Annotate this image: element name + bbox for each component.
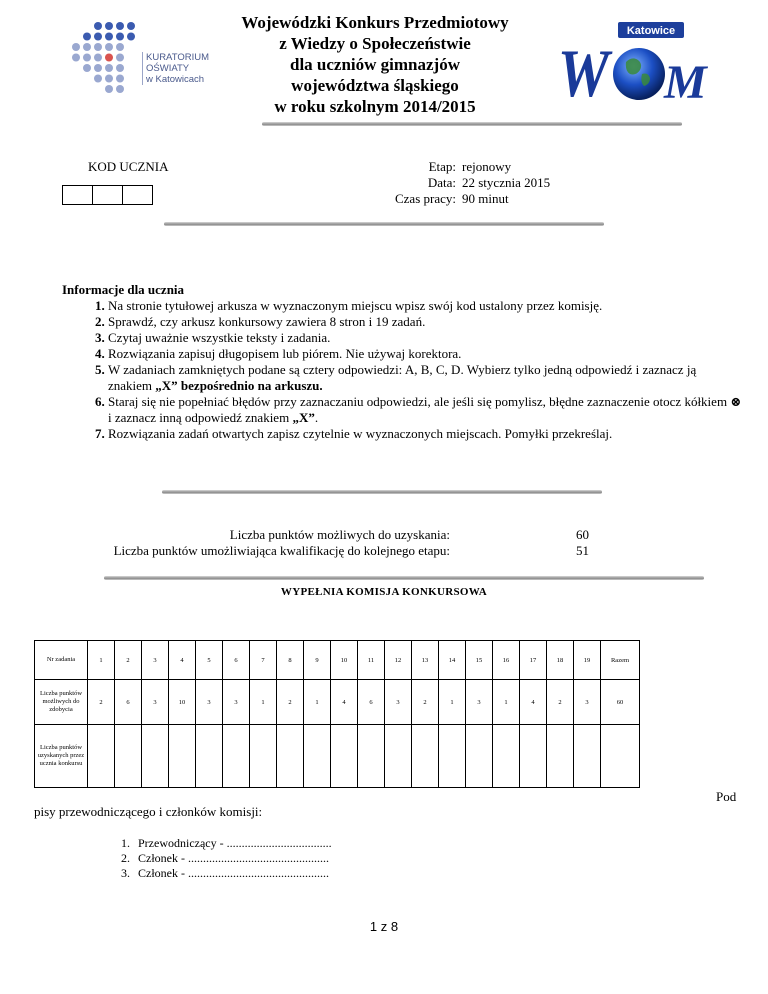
score-input-cell[interactable] — [196, 725, 223, 788]
student-code-box[interactable] — [122, 185, 153, 205]
task-number: 4 — [169, 641, 196, 680]
student-code-label: KOD UCZNIA — [88, 159, 169, 174]
score-input-cell[interactable] — [358, 725, 385, 788]
exam-row — [370, 159, 550, 175]
task-number: 17 — [520, 641, 547, 680]
exam-row-label: Data: — [427, 175, 456, 190]
circled-x-icon: ⊗ — [730, 394, 742, 409]
max-points-cell: 3 — [574, 680, 601, 725]
max-points-cell: 3 — [385, 680, 412, 725]
points-value: 51 — [576, 543, 589, 558]
task-number: 18 — [547, 641, 574, 680]
score-input-cell[interactable] — [547, 725, 574, 788]
instruction-item — [108, 362, 742, 394]
task-number: 16 — [493, 641, 520, 680]
exam-details — [370, 159, 550, 207]
page-number: 1 z 8 — [369, 919, 399, 934]
exam-row-value: 90 minut — [462, 191, 509, 206]
max-points-cell: 3 — [223, 680, 250, 725]
max-points-cell: 2 — [277, 680, 304, 725]
score-input-cell[interactable] — [223, 725, 250, 788]
max-points-cell: 3 — [466, 680, 493, 725]
score-input-cell[interactable] — [574, 725, 601, 788]
instruction-item: 7. Rozwiązania zadań otwartych zapisz czytelnie w wyznaczonych miejscach. Pomyłki przekreślaj. — [108, 426, 742, 442]
signature-line[interactable] — [108, 866, 332, 881]
document-title — [200, 12, 550, 117]
signatures-list — [108, 836, 332, 881]
score-input-cell[interactable] — [412, 725, 439, 788]
row-header: Nr zadania — [35, 641, 88, 680]
instruction-text: i zaznacz inną odpowiedź znakiem — [108, 410, 293, 425]
divider — [262, 122, 682, 126]
signatures-heading-start: Pod — [716, 789, 737, 804]
max-points-cell: 10 — [169, 680, 196, 725]
instruction-item: 4. Rozwiązania zapisuj długopisem lub piórem. Nie używaj korektora. — [108, 346, 742, 362]
row-header: Liczba punktów uzyskanych przez ucznia konkursu — [35, 725, 88, 788]
max-points-cell: 3 — [196, 680, 223, 725]
signature-text: Członek - ............................................... — [138, 866, 329, 880]
scores-table — [34, 640, 640, 788]
title-line: województwa śląskiego — [291, 76, 459, 95]
signature-line[interactable] — [108, 851, 332, 866]
max-points-cell: 6 — [358, 680, 385, 725]
wom-logo-icon — [556, 18, 707, 112]
committee-section-title: WYPEŁNIA KOMISJA KONKURSOWA — [280, 586, 488, 598]
instruction-emphasis: „X” — [292, 410, 315, 425]
score-input-cell[interactable] — [169, 725, 196, 788]
kuratorium-logo-text — [142, 52, 209, 85]
max-points-cell: 2 — [412, 680, 439, 725]
task-number: 5 — [196, 641, 223, 680]
student-code-box[interactable] — [62, 185, 93, 205]
title-line: w roku szkolnym 2014/2015 — [274, 97, 476, 116]
task-number: 6 — [223, 641, 250, 680]
task-number: 10 — [331, 641, 358, 680]
logo-line: OŚWIATY — [146, 63, 190, 74]
points-label: Liczba punktów umożliwiająca kwalifikację do kolejnego etapu: — [113, 543, 450, 558]
signature-number: 3. — [121, 866, 130, 880]
points-row — [60, 527, 620, 543]
instruction-item — [108, 394, 742, 426]
instruction-emphasis: „X” bezpośrednio na arkuszu. — [155, 378, 323, 393]
score-input-cell[interactable] — [385, 725, 412, 788]
title-line: z Wiedzy o Społeczeństwie — [279, 34, 471, 53]
signature-text: Przewodniczący - ................................... — [138, 836, 332, 850]
points-row — [60, 543, 620, 559]
logo-line: w Katowicach — [146, 74, 205, 85]
signatures-heading: pisy przewodniczącego i członków komisji: — [34, 804, 263, 819]
max-points-cell: 1 — [493, 680, 520, 725]
task-number: 1 — [88, 641, 115, 680]
exam-row-label: Etap: — [428, 159, 456, 174]
divider — [162, 490, 602, 494]
wom-logo-label: Katowice — [626, 25, 676, 37]
score-input-cell[interactable] — [439, 725, 466, 788]
score-input-cell[interactable] — [115, 725, 142, 788]
max-points-cell: 2 — [547, 680, 574, 725]
exam-row-value: rejonowy — [462, 159, 512, 174]
instruction-item: 2. Sprawdź, czy arkusz konkursowy zawiera 8 stron i 19 zadań. — [108, 314, 742, 330]
max-points-cell: 1 — [439, 680, 466, 725]
score-input-cell[interactable] — [250, 725, 277, 788]
score-input-cell[interactable] — [493, 725, 520, 788]
task-number: 7 — [250, 641, 277, 680]
score-input-cell[interactable] — [88, 725, 115, 788]
task-number: 13 — [412, 641, 439, 680]
student-instructions — [62, 282, 742, 442]
task-number: 12 — [385, 641, 412, 680]
kuratorium-logo-icon — [70, 20, 138, 94]
task-number: 8 — [277, 641, 304, 680]
max-points-cell: 1 — [250, 680, 277, 725]
row-header: Liczba punktów możliwych do zdobycia — [35, 680, 88, 725]
table-row — [35, 725, 640, 788]
wom-logo-letter-m: M — [664, 56, 707, 109]
max-points-cell: 3 — [142, 680, 169, 725]
score-input-cell[interactable] — [304, 725, 331, 788]
signature-number: 2. — [121, 851, 130, 865]
divider — [104, 576, 704, 580]
score-input-cell[interactable] — [331, 725, 358, 788]
max-points-cell: 4 — [520, 680, 547, 725]
student-code-box[interactable] — [92, 185, 123, 205]
exam-row — [370, 175, 550, 191]
task-number: 9 — [304, 641, 331, 680]
task-number: 3 — [142, 641, 169, 680]
score-input-cell[interactable] — [142, 725, 169, 788]
points-value: 60 — [576, 527, 589, 542]
signature-line[interactable] — [108, 836, 332, 851]
points-summary — [60, 527, 620, 559]
score-total-cell[interactable] — [601, 725, 640, 788]
exam-row — [370, 191, 550, 207]
signature-text: Członek - ............................................... — [138, 851, 329, 865]
instruction-text: Staraj się nie popełniać błędów przy zaznaczaniu odpowiedzi, ale jeśli się pomylisz, błędne zaznaczenie otocz kółkiem — [108, 394, 731, 409]
instruction-item: 3. Czytaj uważnie wszystkie teksty i zadania. — [108, 330, 742, 346]
score-input-cell[interactable] — [277, 725, 304, 788]
points-label: Liczba punktów możliwych do uzyskania: — [229, 527, 450, 542]
exam-row-label: Czas pracy: — [394, 191, 456, 206]
max-points-cell: 1 — [304, 680, 331, 725]
task-number: 2 — [115, 641, 142, 680]
instruction-text: W zadaniach zamkniętych podane są cztery odpowiedzi: A, B, C, D. Wybierz tylko jedną odpowiedź i zaznacz ją znakiem — [108, 362, 697, 393]
task-number: 11 — [358, 641, 385, 680]
exam-row-value: 22 stycznia 2015 — [462, 175, 551, 190]
table-row — [35, 680, 640, 725]
score-input-cell[interactable] — [520, 725, 547, 788]
divider — [164, 222, 604, 226]
task-number: 15 — [466, 641, 493, 680]
signature-number: 1. — [121, 836, 130, 850]
title-line: dla uczniów gimnazjów — [290, 55, 460, 74]
wom-logo-letter-w: W — [557, 35, 610, 112]
logo-line: KURATORIUM — [146, 52, 209, 63]
instructions-list — [62, 298, 742, 442]
max-points-cell: 6 — [115, 680, 142, 725]
instruction-text: . — [314, 410, 319, 425]
score-input-cell[interactable] — [466, 725, 493, 788]
max-points-cell: 4 — [331, 680, 358, 725]
total-header: Razem — [601, 641, 640, 680]
title-line: Wojewódzki Konkurs Przedmiotowy — [241, 13, 509, 32]
max-points-cell: 2 — [88, 680, 115, 725]
table-row — [35, 641, 640, 680]
student-code-boxes[interactable] — [62, 185, 152, 205]
max-total-cell: 60 — [601, 680, 640, 725]
instructions-heading: Informacje dla ucznia — [62, 282, 185, 297]
task-number: 19 — [574, 641, 601, 680]
task-number: 14 — [439, 641, 466, 680]
instruction-item: 1. Na stronie tytułowej arkusza w wyznaczonym miejscu wpisz swój kod ustalony przez komisję. — [108, 298, 742, 314]
